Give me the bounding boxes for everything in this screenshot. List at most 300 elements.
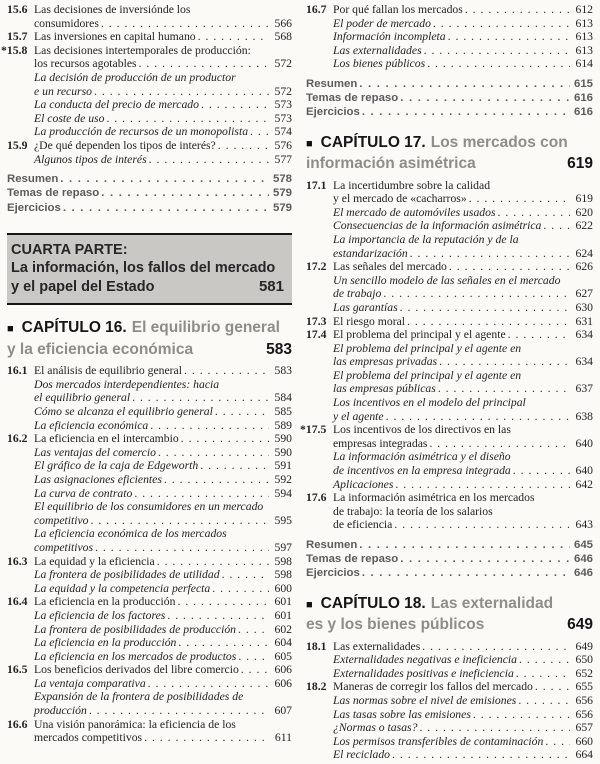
toc-column-right xyxy=(300,3,593,764)
dotted-leader xyxy=(150,419,269,433)
entry-title-text: La frontera de posibilidades de producción xyxy=(34,622,237,636)
page-number: 577 xyxy=(274,152,292,166)
chapter-number-label: CAPÍTULO 18. xyxy=(320,594,426,612)
section-number: 16.3 xyxy=(7,554,28,568)
page-number: 594 xyxy=(274,486,292,500)
entry-title-text: Las normas sobre el nivel de emisiones xyxy=(333,694,517,707)
entry-title xyxy=(34,663,292,677)
toc-entry xyxy=(7,595,292,609)
section-number xyxy=(7,623,34,637)
entry-title-line xyxy=(34,473,292,487)
section-number xyxy=(306,694,333,708)
entry-title-line xyxy=(333,721,593,735)
dotted-leader xyxy=(543,219,570,233)
entry-title-text: Los permisos transferibles de contaminación xyxy=(333,734,544,748)
part-title-line: La información, los fallos del mercado xyxy=(11,260,276,277)
toc-subentry xyxy=(7,650,292,664)
page-number: 566 xyxy=(274,16,292,30)
page-number: 616 xyxy=(573,92,593,105)
entry-title-text: El problema del principal y el agente xyxy=(333,328,506,342)
entry-title xyxy=(34,677,292,691)
entry-title-text: el equilibrio general xyxy=(34,391,131,405)
toc-entry xyxy=(306,328,593,342)
page-number: 605 xyxy=(274,649,292,663)
end-matter-row xyxy=(306,105,593,119)
dotted-leader xyxy=(250,125,269,139)
entry-title-line: La decisión de producción de un productor xyxy=(34,70,236,84)
entry-title-text: La producción de recursos de un monopolista xyxy=(34,125,249,139)
page-number: 638 xyxy=(575,409,593,423)
chapter-title-text: Las externalidad xyxy=(430,594,554,612)
entry-title-line xyxy=(333,192,593,206)
entry-title-text: producción xyxy=(34,704,87,718)
entry-title-line xyxy=(333,437,593,451)
entry-title-line xyxy=(34,650,292,664)
toc-subentry xyxy=(7,473,292,487)
page-number: 601 xyxy=(274,608,292,622)
toc-entry xyxy=(306,260,593,274)
toc-subentry xyxy=(306,708,593,722)
dotted-leader xyxy=(184,364,269,378)
entry-title-text: mercados competitivos xyxy=(34,731,143,745)
toc-subentry xyxy=(7,98,292,112)
section-number: 17.1 xyxy=(306,178,327,192)
entry-title-text: competitivo xyxy=(34,513,89,527)
square-bullet-icon: ■ xyxy=(7,323,14,336)
entry-title-line xyxy=(34,677,292,691)
dotted-leader xyxy=(139,57,269,71)
dotted-leader xyxy=(545,735,570,749)
chapter-heading xyxy=(306,133,593,174)
toc-subentry xyxy=(7,71,292,98)
entry-title xyxy=(333,219,593,233)
entry-title-line: La eficiencia económica de los mercados xyxy=(34,527,227,541)
toc-subentry xyxy=(7,677,292,691)
entry-title-text: Maneras de corregir los fallos del mercado xyxy=(333,680,533,694)
entry-title-text: consumidores xyxy=(34,16,99,30)
entry-title-line xyxy=(34,609,292,623)
toc-subentry xyxy=(7,582,292,596)
entry-title xyxy=(333,721,593,735)
entry-title-text: Cómo se alcanza el equilibrio general xyxy=(34,405,213,419)
entry-title-text: e un recurso xyxy=(34,84,92,98)
entry-title-text: La eficiencia económica xyxy=(34,418,149,432)
end-matter-row xyxy=(306,91,593,105)
entry-title-text: Consecuencias de la información asimétrica xyxy=(333,219,542,233)
dotted-leader xyxy=(101,186,269,200)
entry-title-line xyxy=(34,731,292,745)
entry-title-text: La eficiencia en el intercambio xyxy=(34,432,179,446)
toc-entry xyxy=(7,30,292,44)
entry-title-text: Los bienes públicos xyxy=(333,57,426,71)
entry-title xyxy=(34,364,292,378)
page-number: 626 xyxy=(575,260,593,274)
entry-title-line xyxy=(34,704,292,718)
entry-title xyxy=(333,274,593,301)
entry-title xyxy=(333,206,593,220)
page-number: 650 xyxy=(575,653,593,667)
section-number: 17.2 xyxy=(306,260,327,274)
dotted-leader xyxy=(433,17,570,31)
dotted-leader xyxy=(535,680,570,694)
section-number xyxy=(7,677,34,691)
entry-title-text: El gráfico de la caja de Edgeworth xyxy=(34,459,199,473)
entry-title-line xyxy=(333,735,593,749)
chapter-number-label: CAPÍTULO 17. xyxy=(320,133,426,151)
part-title-line xyxy=(11,278,284,297)
page-number: 589 xyxy=(274,418,292,432)
entry-title-text: La eficiencia en los mercados de productos xyxy=(34,649,237,663)
entry-title-text: Las tasas sobre las emisiones xyxy=(333,707,471,721)
entry-title-line xyxy=(333,410,593,424)
dotted-leader xyxy=(383,287,570,301)
dotted-leader xyxy=(218,139,269,153)
dotted-leader xyxy=(519,653,570,667)
entry-title xyxy=(333,315,593,329)
chapter-number-label: CAPÍTULO 16. xyxy=(21,319,127,337)
entry-title xyxy=(34,500,292,527)
page-number: 591 xyxy=(274,459,292,473)
end-matter-row xyxy=(306,538,593,552)
toc-subentry xyxy=(7,459,292,473)
chapter-page-number: 583 xyxy=(266,340,292,358)
section-number xyxy=(306,301,333,315)
dotted-leader xyxy=(400,91,570,105)
entry-title-text: de trabajo xyxy=(333,287,382,301)
entry-title-line xyxy=(333,708,593,722)
page-number: 613 xyxy=(575,30,593,44)
page-number: 595 xyxy=(274,513,292,527)
toc-subentry xyxy=(306,274,593,301)
entry-title-line: Las decisiones de inversiónde los xyxy=(34,3,191,16)
entry-title xyxy=(34,378,292,405)
end-matter-row xyxy=(306,566,593,580)
end-matter-label: Resumen xyxy=(306,77,358,90)
entry-title xyxy=(333,57,593,71)
toc-entry xyxy=(7,432,292,446)
entry-title-line: Las decisiones intertemporales de producción: xyxy=(34,43,251,57)
section-number xyxy=(7,71,34,98)
entry-title-line xyxy=(34,98,292,112)
dotted-leader xyxy=(181,432,269,446)
entry-title-text: Las ventajas del comercio xyxy=(34,445,156,459)
page-number: 657 xyxy=(575,721,593,735)
entry-title-text: La eficiencia de los factores xyxy=(34,608,166,622)
section-number xyxy=(306,274,333,301)
entry-title-line: La información asimétrica en los mercados xyxy=(333,491,535,505)
page-number: 622 xyxy=(575,219,593,233)
entry-title-line: Los incentivos en el modelo del principal xyxy=(333,396,526,410)
page-number: 646 xyxy=(573,567,593,580)
page-number: 583 xyxy=(274,364,292,378)
entry-title-line xyxy=(333,748,593,762)
dotted-leader xyxy=(200,459,269,473)
square-bullet-icon: ■ xyxy=(306,137,313,150)
section-number xyxy=(7,112,34,126)
dotted-leader xyxy=(132,391,269,405)
entry-title-line xyxy=(34,405,292,419)
toc-entry xyxy=(306,491,593,532)
end-matter-row xyxy=(7,186,292,200)
page-number: 620 xyxy=(575,205,593,219)
entry-title-line: Un sencillo modelo de las señales en el mercado xyxy=(333,273,561,287)
toc-subentry xyxy=(306,206,593,220)
toc-subentry xyxy=(7,568,292,582)
page-number: 576 xyxy=(274,138,292,152)
toc-subentry xyxy=(306,653,593,667)
section-number: *17.5 xyxy=(300,423,327,437)
entry-title-text: competitivos xyxy=(34,540,94,554)
toc-subentry xyxy=(7,527,292,554)
entry-title-text: Los beneficios derivados del libre comercio xyxy=(34,663,239,677)
page-number: 646 xyxy=(573,553,593,566)
entry-title xyxy=(34,3,292,30)
entry-title xyxy=(34,595,292,609)
page-number: 652 xyxy=(575,666,593,680)
entry-title-line xyxy=(333,382,593,396)
dotted-leader xyxy=(359,77,570,91)
entry-title xyxy=(34,98,292,112)
entry-title-line xyxy=(34,541,292,555)
dotted-leader xyxy=(134,487,269,501)
chapter-heading-line xyxy=(306,133,593,155)
page-number: 604 xyxy=(274,636,292,650)
dotted-leader xyxy=(422,640,570,654)
section-number xyxy=(7,582,34,596)
dotted-leader xyxy=(518,694,570,708)
chapter-heading xyxy=(306,594,593,635)
entry-title-line xyxy=(333,57,593,71)
entry-title-line xyxy=(34,582,292,596)
entry-title-text: El reciclado xyxy=(333,748,391,762)
chapter-title-text: es y los bienes públicos xyxy=(306,616,485,634)
entry-title-line xyxy=(333,30,593,44)
entry-title-line: La importancia de la reputación y de la xyxy=(333,232,519,246)
entry-title-text: Por qué fallan los mercados xyxy=(333,3,463,16)
entry-title-text: de eficiencia xyxy=(333,518,393,532)
toc-subentry xyxy=(7,623,292,637)
entry-title-line xyxy=(333,328,593,342)
toc-entry xyxy=(7,139,292,153)
page-number: 568 xyxy=(274,30,292,44)
entry-title xyxy=(333,735,593,749)
section-number xyxy=(7,405,34,419)
entry-title xyxy=(333,423,593,450)
toc-subentry xyxy=(306,30,593,44)
entry-title-text: ¿De qué dependen los tipos de interés? xyxy=(34,138,216,152)
entry-title-line: Expansión de la frontera de posibilidades de xyxy=(34,690,244,704)
page-number: 572 xyxy=(274,57,292,71)
entry-title-line xyxy=(34,419,292,433)
toc-subentry xyxy=(7,609,292,623)
entry-title-text: El análisis de equilibrio general xyxy=(34,364,182,378)
dotted-leader xyxy=(148,677,269,691)
dotted-leader xyxy=(429,437,570,451)
entry-title-text: las empresas públicas xyxy=(333,382,436,396)
section-number xyxy=(7,125,34,139)
section-number: 16.4 xyxy=(7,595,28,609)
dotted-leader xyxy=(513,464,570,478)
page-number: 616 xyxy=(573,106,593,119)
section-number xyxy=(7,473,34,487)
entry-title-text: los recursos agotables xyxy=(34,57,137,71)
dotted-leader xyxy=(419,721,570,735)
entry-title xyxy=(333,233,593,260)
entry-title-line xyxy=(333,301,593,315)
toc-subentry xyxy=(306,735,593,749)
entry-title-line xyxy=(333,680,593,694)
entry-title xyxy=(34,568,292,582)
section-number xyxy=(306,233,333,260)
dotted-leader xyxy=(198,30,269,44)
section-number xyxy=(306,44,333,58)
toc-entry xyxy=(1,43,292,71)
entry-title xyxy=(333,30,593,44)
section-number: 15.9 xyxy=(7,138,28,152)
square-bullet-icon: ■ xyxy=(306,598,313,611)
page-number: 619 xyxy=(575,192,593,206)
entry-title-line xyxy=(34,432,292,446)
page-number: 613 xyxy=(575,16,593,30)
entry-title-line: El equilibrio de los consumidores en un mercado xyxy=(34,500,264,514)
end-matter-group xyxy=(306,77,593,120)
page-number: 630 xyxy=(575,300,593,314)
end-matter-row xyxy=(7,201,292,215)
entry-title xyxy=(333,667,593,681)
page-number: 573 xyxy=(274,111,292,125)
section-number xyxy=(7,446,34,460)
page-number: 642 xyxy=(575,477,593,491)
page-number: 624 xyxy=(575,246,593,260)
page-number: 579 xyxy=(272,187,292,200)
section-number xyxy=(306,17,333,31)
section-number xyxy=(306,369,333,396)
entry-title-line xyxy=(333,653,593,667)
entry-title-text: Externalidades positivas e ineficiencia xyxy=(333,666,514,680)
toc-entry xyxy=(7,555,292,569)
toc-subentry xyxy=(306,748,593,762)
chapter-heading xyxy=(7,318,292,359)
toc-subentry xyxy=(7,405,292,419)
dotted-leader xyxy=(362,105,570,119)
entry-title-line xyxy=(34,568,292,582)
entry-title-line xyxy=(333,17,593,31)
section-number xyxy=(306,30,333,44)
entry-title-line xyxy=(34,139,292,153)
entry-title xyxy=(34,419,292,433)
entry-title-text: La equidad y la eficiencia xyxy=(34,554,155,568)
part-divider-box xyxy=(7,233,292,306)
dotted-leader xyxy=(498,206,570,220)
dotted-leader xyxy=(106,112,269,126)
end-matter-label: Ejercicios xyxy=(7,201,61,214)
entry-title xyxy=(34,405,292,419)
chapter-title-text: Los mercados con xyxy=(430,133,568,151)
chapter-title-text: El equilibrio general xyxy=(131,319,280,337)
entry-title xyxy=(333,44,593,58)
chapter-page-number: 649 xyxy=(567,616,593,634)
end-matter-row xyxy=(306,77,593,91)
entry-title-line xyxy=(34,555,292,569)
section-number: 16.2 xyxy=(7,432,28,446)
dotted-leader xyxy=(215,405,269,419)
toc-entry xyxy=(7,364,292,378)
section-number xyxy=(306,478,333,492)
entry-title-text: ¿Normas o tasas? xyxy=(333,721,418,735)
section-number xyxy=(7,459,34,473)
entry-title-text: estandarización xyxy=(333,246,408,260)
dotted-leader xyxy=(158,446,269,460)
page-number: 601 xyxy=(274,595,292,609)
chapter-heading-line xyxy=(306,615,593,635)
end-matter-label: Resumen xyxy=(306,539,358,552)
entry-title-line xyxy=(333,206,593,220)
entry-title-text: La eficiencia en la producción xyxy=(34,595,176,609)
section-number xyxy=(7,98,34,112)
page-number: 643 xyxy=(575,518,593,532)
entry-title-line: El problema del principal y el agente en xyxy=(333,368,522,382)
dotted-leader xyxy=(394,518,570,532)
page-number: 574 xyxy=(274,125,292,139)
dotted-leader xyxy=(508,328,570,342)
entry-title xyxy=(333,653,593,667)
section-number xyxy=(306,396,333,423)
entry-title xyxy=(34,432,292,446)
section-number: *15.8 xyxy=(1,43,28,57)
dotted-leader xyxy=(164,473,269,487)
entry-title-line: de trabajo: la teoría de los salarios xyxy=(333,504,493,518)
entry-title-line: La información asimétrica y el diseño xyxy=(333,450,511,464)
chapter-page-number: 619 xyxy=(567,155,593,173)
chapter-title-text: y la eficiencia económica xyxy=(7,340,194,358)
entry-title-text: Externalidades negativas e ineficiencia xyxy=(333,653,518,667)
toc-subentry xyxy=(7,487,292,501)
entry-title-text: Algunos tipos de interés xyxy=(34,152,147,166)
dotted-leader xyxy=(177,595,269,609)
dotted-leader xyxy=(238,650,269,664)
entry-title-text: El riesgo moral xyxy=(333,314,406,328)
toc-entry xyxy=(7,718,292,745)
toc-entry xyxy=(306,680,593,694)
section-number xyxy=(306,721,333,735)
entry-title xyxy=(34,459,292,473)
dotted-leader xyxy=(167,609,269,623)
entry-title xyxy=(34,582,292,596)
entry-title xyxy=(333,640,593,654)
page-number: 585 xyxy=(274,405,292,419)
page-number: 606 xyxy=(274,663,292,677)
dotted-leader xyxy=(400,552,570,566)
entry-title-text: La ventaja comparativa xyxy=(34,676,146,690)
section-number xyxy=(306,653,333,667)
entry-title xyxy=(333,17,593,31)
entry-title-line xyxy=(34,153,292,167)
section-number xyxy=(7,153,34,167)
dotted-leader xyxy=(89,704,269,718)
dotted-leader xyxy=(400,301,570,315)
section-number: 18.2 xyxy=(306,680,327,694)
part-title-text: y el papel del Estado xyxy=(11,278,155,295)
entry-title xyxy=(333,328,593,342)
dotted-leader xyxy=(95,541,269,555)
dotted-leader xyxy=(91,514,269,528)
end-matter-label: Resumen xyxy=(7,173,59,186)
entry-title xyxy=(34,473,292,487)
section-number: 15.7 xyxy=(7,30,28,44)
page-number: 637 xyxy=(575,382,593,396)
entry-title-line xyxy=(333,518,593,532)
entry-title xyxy=(333,369,593,396)
